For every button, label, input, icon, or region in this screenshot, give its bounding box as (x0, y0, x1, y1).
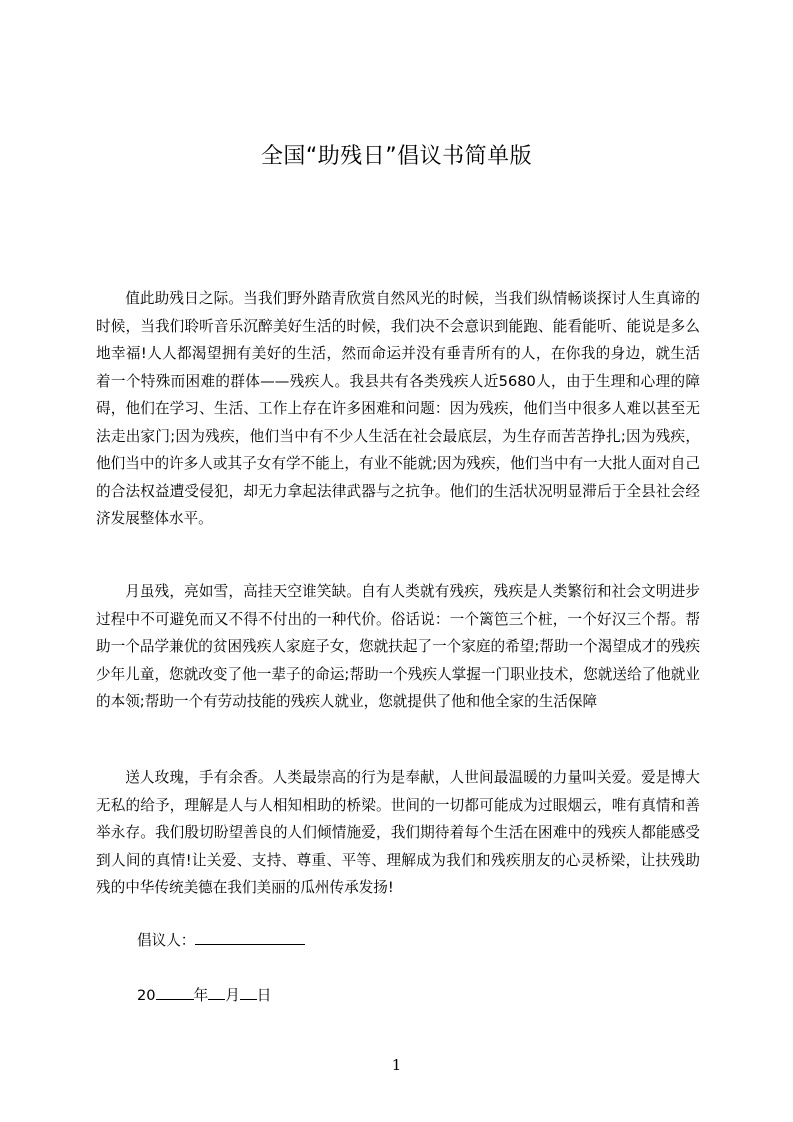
date-prefix: 20 (137, 987, 156, 1004)
date-month: 月 (225, 987, 240, 1004)
signer-label: 倡议人： (137, 932, 196, 949)
year-blank (156, 984, 194, 1000)
paragraph-3: 送人玫瑰，手有余香。人类最崇高的行为是奉献，人世间最温暖的力量叫关爱。爱是博大无私的给予，理解是人与人相知相助的桥梁。世间的一切都可能成为过眼烟云，唯有真情和善举永存。我们殷切盼望善良的人们倾情施爱，我们期待着每个生活在困难中的残疾人都能感受到人间的真情!让关爱、支持、尊重、平等、理解成为我们和残疾朋友的心灵桥梁，让扶残助残的中华传统美德在我们美丽的瓜州传承发扬! (96, 769, 700, 896)
paragraph-1: 值此助残日之际。当我们野外踏青欣赏自然风光的时候，当我们纵情畅谈探讨人生真谛的时候，当我们聆听音乐沉醉美好生活的时候，我们决不会意识到能跑、能看能听、能说是多么地幸福!人人都渴望拥有美好的生活，然而命运并没有垂青所有的人，在你我的身边，就生活着一个特殊而困难的群体——残疾人。我县共有各类残疾人近5680人，由于生理和心理的障碍，他们在学习、生活、工作上存在许多困难和问题：因为残疾，他们当中很多人难以甚至无法走出家门;因为残疾，他们当中有不少人生活在社会最底层，为生存而苦苦挣扎;因为残疾，他们当中的许多人或其子女有学不能上，有业不能就;因为残疾，他们当中有一大批人面对自己的合法权益遭受侵犯，却无力拿起法律武器与之抗争。他们的生活状况明显滞后于全县社会经济发展整体水平。 (96, 290, 700, 527)
date-year: 年 (193, 987, 209, 1004)
document-title: 全国“助残日”倡议书简单版 (260, 144, 533, 169)
signer-line (137, 929, 305, 953)
paragraph-2: 月虽残，亮如雪，高挂天空谁笑缺。自有人类就有残疾，残疾是人类繁衍和社会文明进步过程中不可避免而又不得不付出的一种代价。俗话说：一个篱笆三个桩，一个好汉三个帮。帮助一个品学兼优的贫困残疾人家庭子女，您就扶起了一个家庭的希望;帮助一个渴望成才的残疾少年儿童，您就改变了他一辈子的命运;帮助一个残疾人掌握一门职业技术，您就送给了他就业的本领;帮助一个有劳动技能的残疾人就业，您就提供了他和他全家的生活保障 (96, 583, 700, 710)
day-blank (240, 984, 257, 1000)
signer-blank (195, 929, 305, 945)
month-blank (208, 984, 225, 1000)
page-number: 1 (391, 1056, 402, 1074)
date-day: 日 (256, 987, 272, 1004)
date-line (137, 984, 271, 1008)
